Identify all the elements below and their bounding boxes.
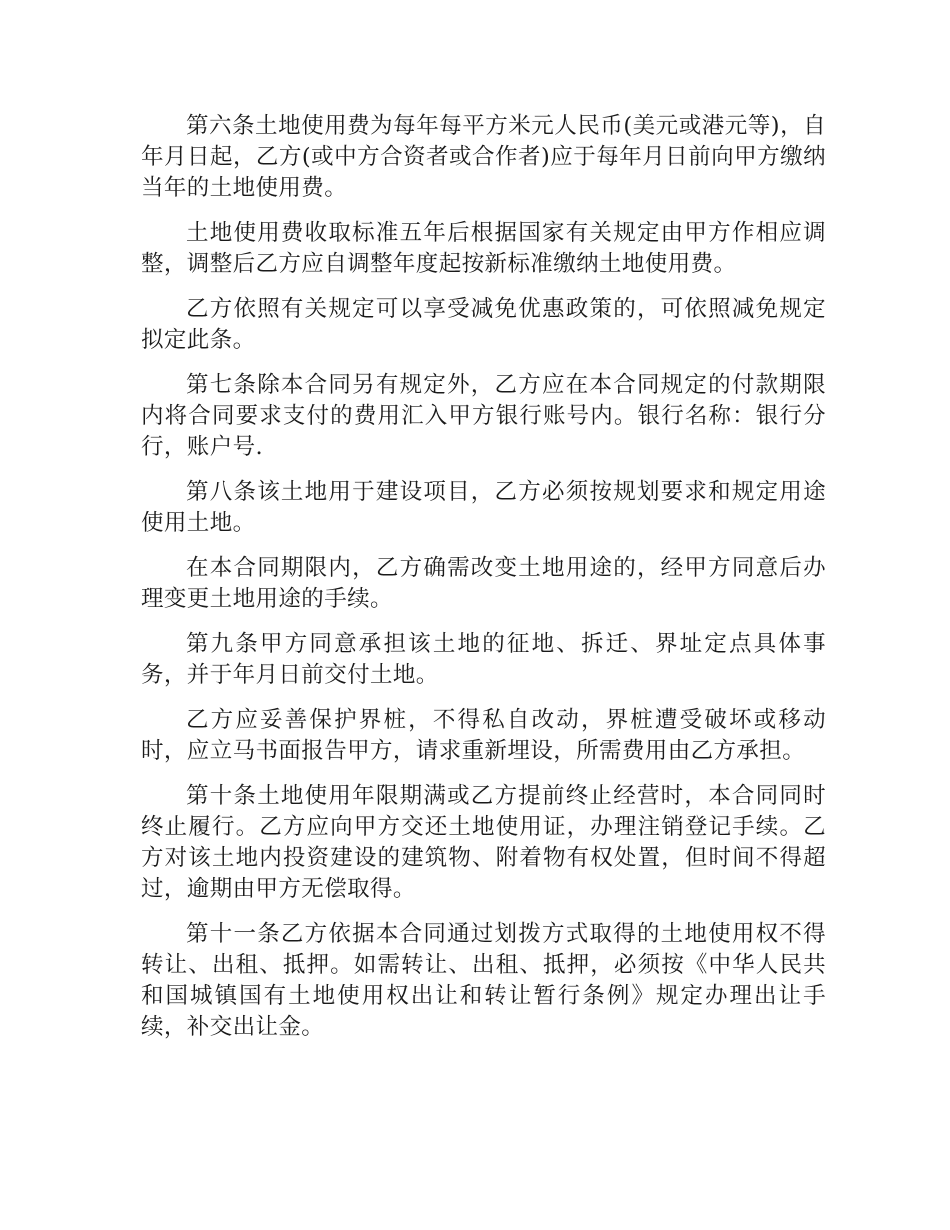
paragraph-article-11: 第十一条乙方依据本合同通过划拨方式取得的土地使用权不得转让、出租、抵押。如需转让、出租、抵押，必须按《中华人民共和国城镇国有土地使用权出让和转让暂行条例》规定办理出让手续，补交出让金。 xyxy=(141,921,826,1040)
paragraph-article-6: 第六条土地使用费为每年每平方米元人民币(美元或港元等)，自年月日起，乙方(或中方合资者或合作者)应于每年月日前向甲方缴纳当年的土地使用费。 xyxy=(141,113,826,201)
paragraph-boundary-markers: 乙方应妥善保护界桩，不得私自改动，界桩遭受破坏或移动时，应立马书面报告甲方，请求重新埋设，所需费用由乙方承担。 xyxy=(141,707,826,764)
paragraph-fee-reduction: 乙方依照有关规定可以享受减免优惠政策的，可依照减免规定拟定此条。 xyxy=(141,296,826,353)
paragraph-article-10: 第十条土地使用年限期满或乙方提前终止经营时，本合同同时终止履行。乙方应向甲方交还土地使用证，办理注销登记手续。乙方对该土地内投资建设的建筑物、附着物有权处置，但时间不得超过，逾期由甲方无偿取得。 xyxy=(141,783,826,902)
paragraph-article-9: 第九条甲方同意承担该土地的征地、拆迁、界址定点具体事务，并于年月日前交付土地。 xyxy=(141,631,826,688)
document-body xyxy=(141,111,826,1057)
paragraph-article-7: 第七条除本合同另有规定外，乙方应在本合同规定的付款期限内将合同要求支付的费用汇入甲方银行账号内。银行名称：银行分行，账户号. xyxy=(141,372,826,460)
paragraph-fee-adjustment: 土地使用费收取标准五年后根据国家有关规定由甲方作相应调整，调整后乙方应自调整年度起按新标准缴纳土地使用费。 xyxy=(141,220,826,277)
paragraph-land-use-change: 在本合同期限内，乙方确需改变土地用途的，经甲方同意后办理变更土地用途的手续。 xyxy=(141,555,826,612)
paragraph-article-8: 第八条该土地用于建设项目，乙方必须按规划要求和规定用途使用土地。 xyxy=(141,479,826,536)
